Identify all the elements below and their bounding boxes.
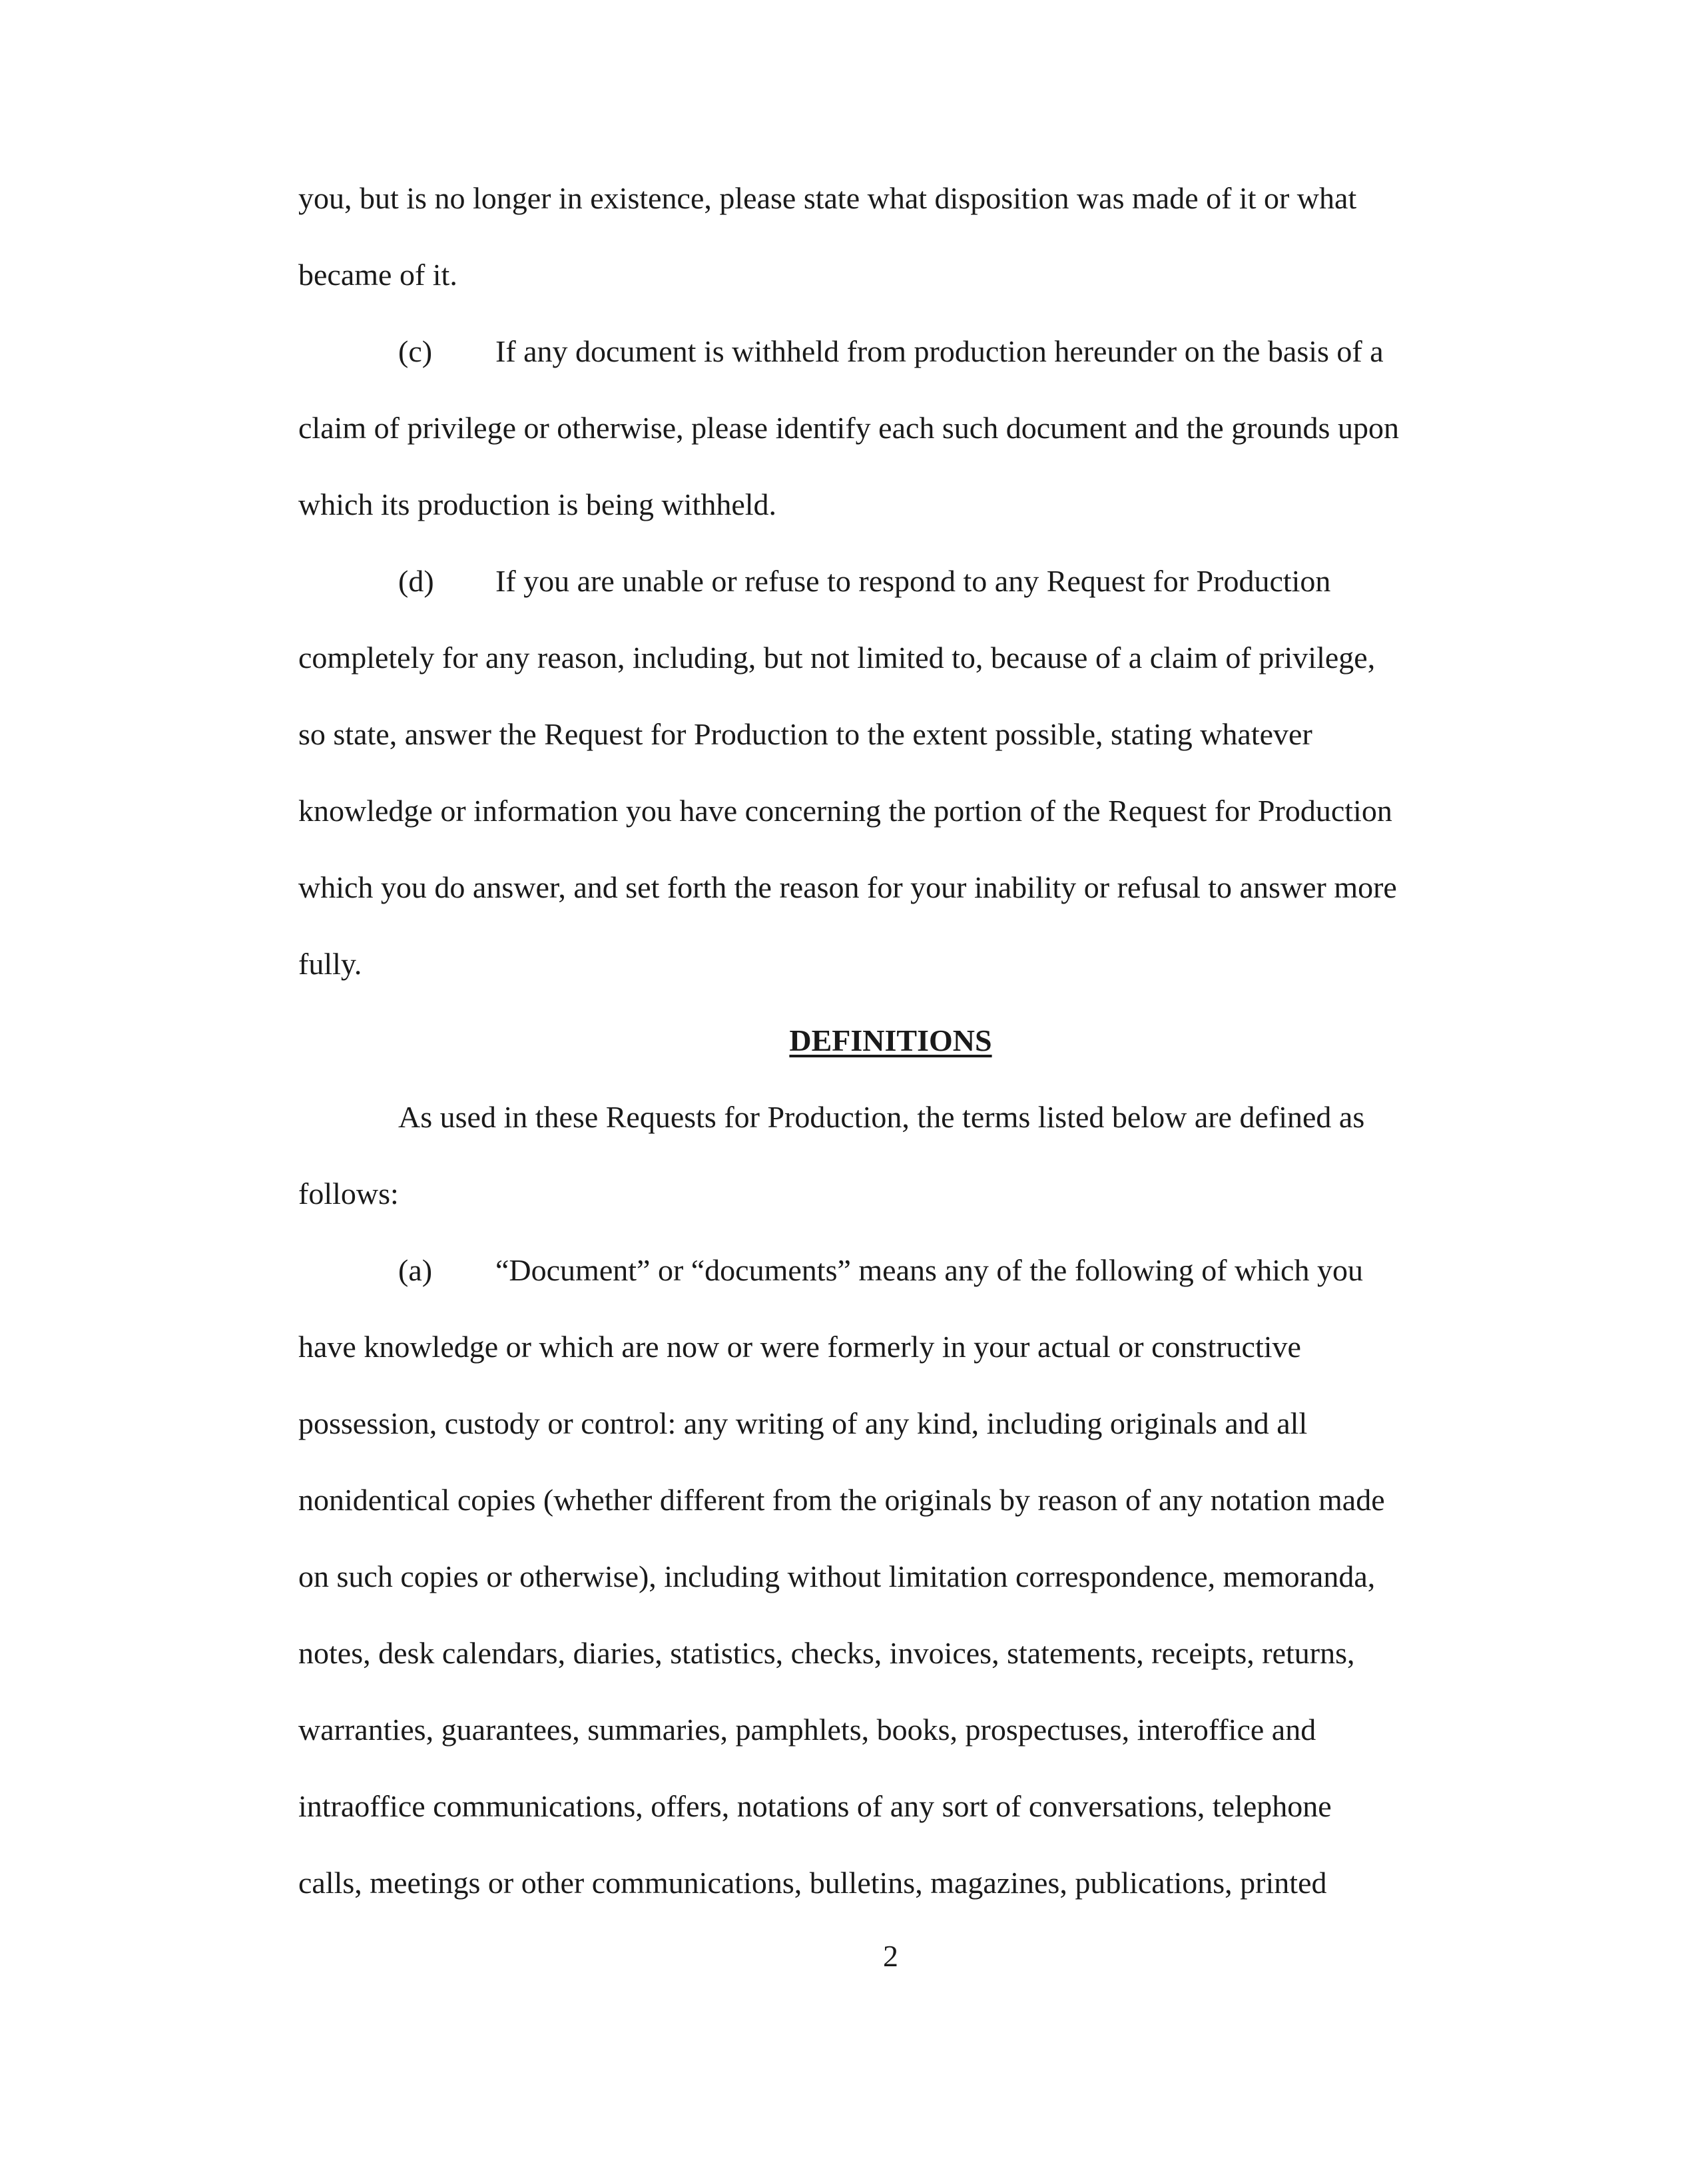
body-line: have knowledge or which are now or were formerly in your actual or constructive <box>298 1330 1301 1364</box>
body-line: so state, answer the Request for Production to the extent possible, stating whatever <box>298 717 1312 751</box>
body-line: claim of privilege or otherwise, please identify each such document and the grounds upon <box>298 411 1399 445</box>
body-line: fully. <box>298 947 362 981</box>
item-a-label: (a) <box>398 1253 433 1287</box>
body-line: which you do answer, and set forth the reason for your inability or refusal to answer more <box>298 870 1397 904</box>
body-line: knowledge or information you have concerning the portion of the Request for Production <box>298 794 1392 828</box>
definitions-intro-first-line: As used in these Requests for Production, the terms listed below are defined as <box>398 1100 1365 1134</box>
body-line: became of it. <box>298 258 457 292</box>
body-line: completely for any reason, including, but not limited to, because of a claim of privilege, <box>298 641 1376 675</box>
body-line: which its production is being withheld. <box>298 487 777 521</box>
body-line: possession, custody or control: any writing of any kind, including originals and all <box>298 1406 1308 1440</box>
body-line: follows: <box>298 1177 399 1211</box>
definitions-heading: DEFINITIONS <box>789 1023 992 1057</box>
body-line: notes, desk calendars, diaries, statistics, checks, invoices, statements, receipts, returns, <box>298 1636 1355 1670</box>
item-a-first-line: “Document” or “documents” means any of the following of which you <box>495 1253 1363 1287</box>
body-line: intraoffice communications, offers, notations of any sort of conversations, telephone <box>298 1789 1332 1823</box>
item-c-label: (c) <box>398 334 433 368</box>
page-number: 2 <box>883 1939 898 1973</box>
body-line: you, but is no longer in existence, please state what disposition was made of it or what <box>298 181 1357 215</box>
item-d-first-line: If you are unable or refuse to respond to any Request for Production <box>495 564 1331 598</box>
body-line: warranties, guarantees, summaries, pamphlets, books, prospectuses, interoffice and <box>298 1713 1316 1747</box>
body-line: nonidentical copies (whether different from the originals by reason of any notation made <box>298 1483 1385 1517</box>
body-line: on such copies or otherwise), including without limitation correspondence, memoranda, <box>298 1559 1376 1593</box>
item-d-label: (d) <box>398 564 434 598</box>
item-c-first-line: If any document is withheld from production hereunder on the basis of a <box>495 334 1384 368</box>
body-line: calls, meetings or other communications, bulletins, magazines, publications, printed <box>298 1866 1327 1900</box>
